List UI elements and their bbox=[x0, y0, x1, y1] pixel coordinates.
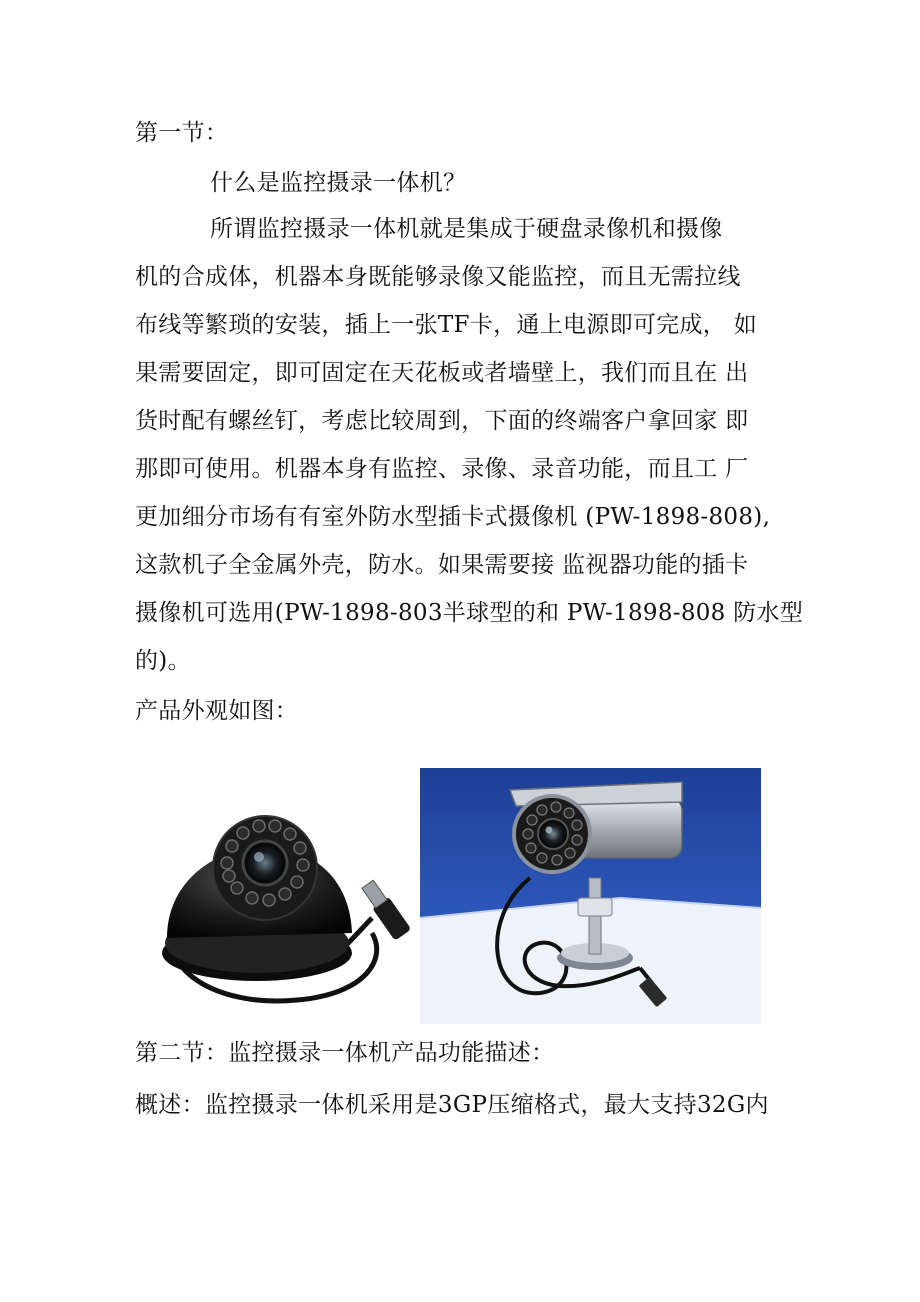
bullet-camera-photo-icon bbox=[420, 768, 761, 1024]
paragraph-line: 那即可使用。机器本身有监控、录像、录音功能，而且工 厂 bbox=[135, 456, 749, 482]
product-photos bbox=[157, 768, 761, 1024]
paragraph-line: 这款机子全金属外壳，防水。如果需要接 监视器功能的插卡 bbox=[135, 552, 749, 578]
paragraph-line: 摄像机可选用(PW-1898-803半球型的和 PW-1898-808 防水型 bbox=[135, 600, 804, 626]
paragraph-line: 的)。 bbox=[135, 648, 191, 674]
section2-heading: 第二节：监控摄录一体机产品功能描述： bbox=[135, 1040, 555, 1066]
paragraph-line: 货时配有螺丝钉，考虑比较周到，下面的终端客户拿回家 即 bbox=[135, 408, 749, 434]
section2-overview: 概述：监控摄录一体机采用是3GP压缩格式，最大支持32G内 bbox=[135, 1092, 769, 1118]
section1-heading: 第一节： bbox=[135, 120, 229, 146]
paragraph-line: 布线等繁琐的安装，插上一张TF卡，通上电源即可完成， 如 bbox=[135, 312, 758, 338]
section1-question: 什么是监控摄录一体机？ bbox=[210, 170, 467, 196]
paragraph-line: 果需要固定，即可固定在天花板或者墙壁上，我们而且在 出 bbox=[135, 360, 749, 386]
appearance-caption: 产品外观如图： bbox=[135, 698, 299, 724]
paragraph-line: 机的合成体，机器本身既能够录像又能监控，而且无需拉线 bbox=[135, 264, 741, 290]
dome-camera-photo-icon bbox=[157, 768, 420, 1024]
paragraph-line: 所谓监控摄录一体机就是集成于硬盘录像机和摄像 bbox=[210, 216, 723, 242]
paragraph-line: 更加细分市场有有室外防水型插卡式摄像机 (PW-1898-808), bbox=[135, 504, 771, 530]
